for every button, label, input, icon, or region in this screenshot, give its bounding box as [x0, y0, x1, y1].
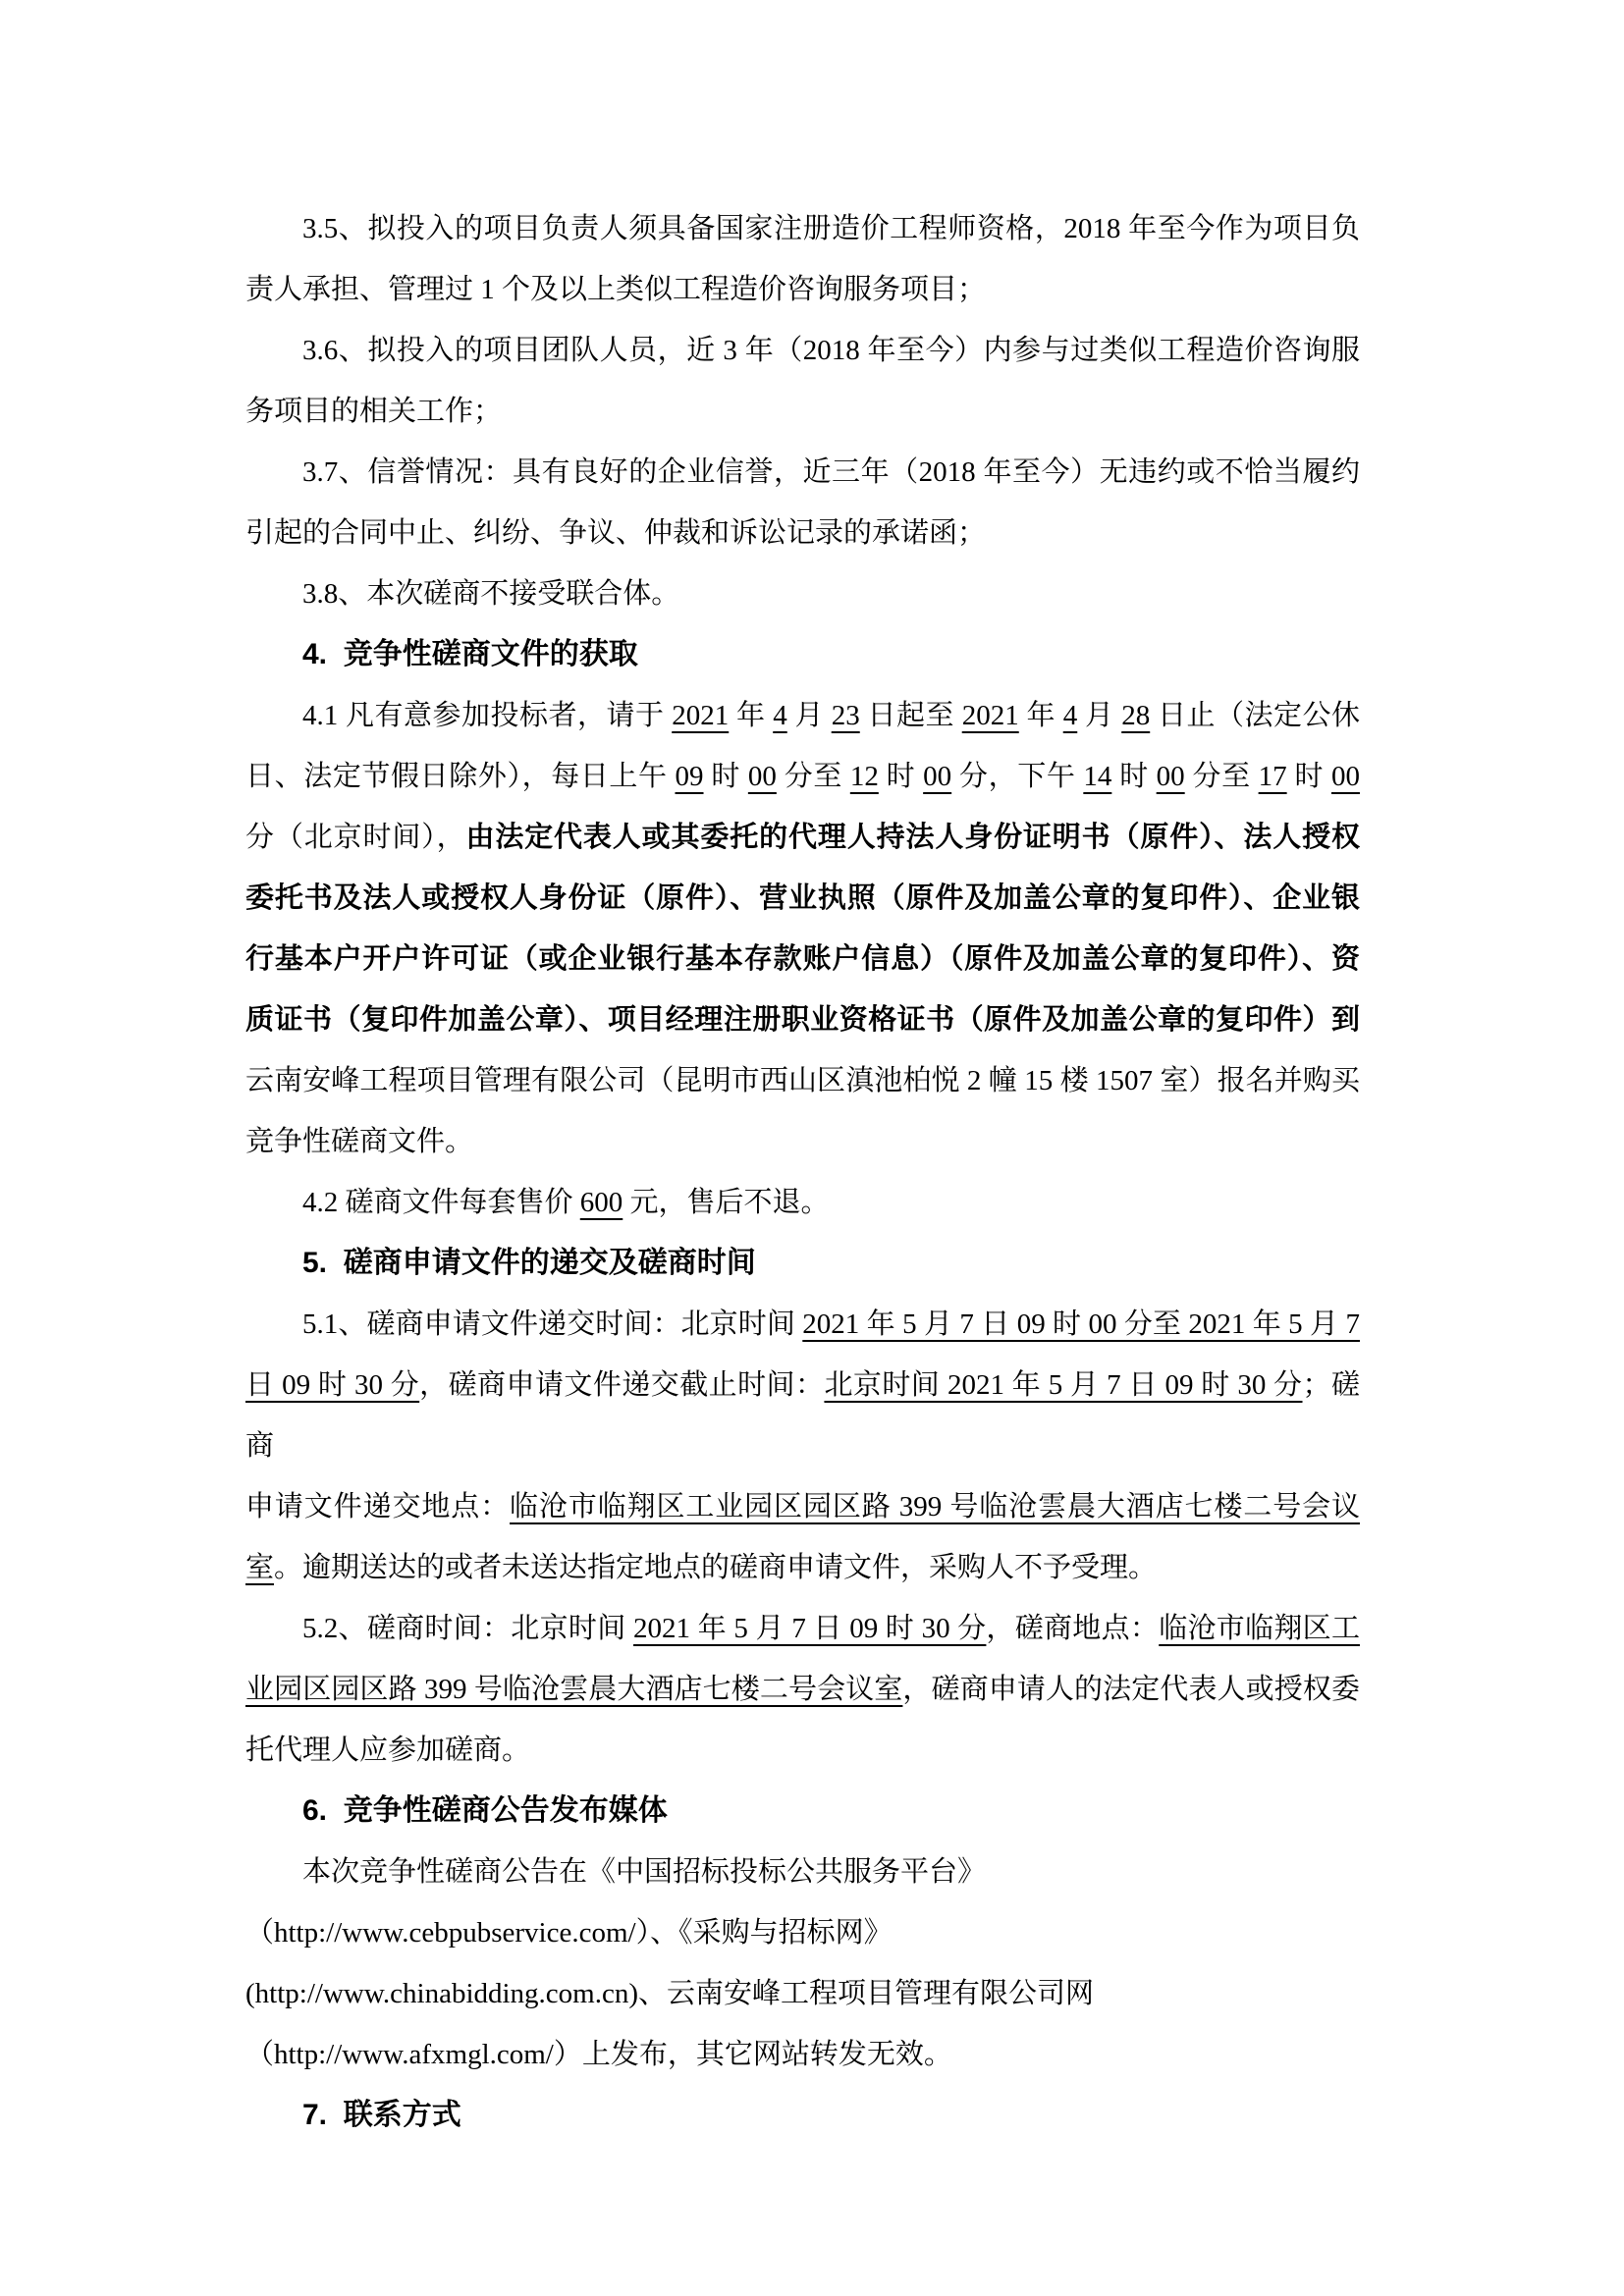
paragraph-4-1 [245, 685, 1360, 1172]
underlined-text-run: 00 [923, 761, 952, 792]
underlined-text-run: 600 [579, 1187, 623, 1218]
text-run: 。逾期送达的或者未送达指定地点的磋商申请文件，采购人不予受理。 [274, 1552, 1158, 1583]
text-line [245, 1902, 1360, 1963]
text-run: （http://www.cebpubservice.com/）、《采购与招标网》 [245, 1917, 893, 1949]
underlined-text-run: 00 [747, 761, 777, 792]
text-run: 6. 竞争性磋商公告发布媒体 [302, 1794, 668, 1827]
text-line [245, 624, 1360, 685]
text-line [245, 746, 1360, 807]
underlined-text-run: 14 [1083, 761, 1112, 792]
underlined-text-run: 23 [831, 700, 860, 731]
underlined-text-run: 4 [1062, 700, 1078, 731]
paragraph-3-8 [245, 563, 1360, 624]
text-run: （http://www.afxmgl.com/）上发布，其它网站转发无效。 [245, 2039, 952, 2070]
underlined-text-run: 北京时间 2021 年 5 月 7 日 09 时 30 分 [824, 1369, 1303, 1401]
text-run: 3.6、拟投入的项目团队人员，近 3 年（2018 年至今）内参与过类似工程造价咨询服 [302, 335, 1360, 366]
text-run: 5. 磋商申请文件的递交及磋商时间 [302, 1247, 756, 1279]
text-line [245, 868, 1360, 929]
paragraph-3-6 [245, 320, 1360, 442]
text-run: 日止（法定公休 [1150, 700, 1360, 731]
text-run: 时 [703, 761, 748, 792]
text-line [245, 929, 1360, 989]
text-run: 时 [1286, 761, 1331, 792]
document-body [245, 198, 1360, 2146]
text-line [245, 807, 1360, 868]
paragraph-3-5 [245, 198, 1360, 320]
text-run: 元，售后不退。 [623, 1187, 830, 1218]
text-run: 务项目的相关工作； [245, 396, 503, 427]
text-line [245, 381, 1360, 442]
paragraph-5-2 [245, 1598, 1360, 1781]
text-line [245, 1781, 1360, 1842]
text-line [245, 1476, 1360, 1537]
text-line [245, 1720, 1360, 1781]
paragraph-4-2 [245, 1172, 1360, 1233]
underlined-text-run: 2021 年 5 月 7 日 09 时 30 分 [633, 1613, 987, 1644]
text-run: 时 [878, 761, 924, 792]
underlined-text-run: 12 [849, 761, 879, 792]
text-line [245, 320, 1360, 381]
text-run: 年 [1018, 700, 1063, 731]
text-run: (http://www.chinabidding.com.cn)、云南安峰工程项目管理有限公司网 [245, 1978, 1095, 2009]
text-run: 4.1 凡有意参加投标者，请于 [302, 700, 673, 731]
text-run: ，磋商申请人的法定代表人或授权委 [902, 1674, 1360, 1705]
text-run: 分至 [1184, 761, 1259, 792]
heading-4 [245, 624, 1360, 685]
text-run: 年 [729, 700, 774, 731]
text-line [245, 2024, 1360, 2085]
paragraph-3-7 [245, 442, 1360, 563]
text-run: ；磋商 [245, 1369, 1360, 1462]
text-run: 分，下午 [951, 761, 1084, 792]
text-run: 日、法定节假日除外），每日上午 [245, 761, 676, 792]
heading-7 [245, 2085, 1360, 2146]
text-run: 时 [1111, 761, 1157, 792]
text-run: 3.7、信誉情况：具有良好的企业信誉，近三年（2018 年至今）无违约或不恰当履约 [302, 456, 1360, 488]
heading-6 [245, 1781, 1360, 1842]
paragraph-6-body [245, 1842, 1360, 2085]
text-line [245, 1294, 1360, 1355]
text-line [245, 1598, 1360, 1659]
paragraph-5-1 [245, 1294, 1360, 1598]
text-line [245, 1050, 1360, 1111]
text-run: 分（北京时间）， [245, 822, 466, 853]
bold-text-run: 委托书及法人或授权人身份证（原件）、营业执照（原件及加盖公章的复印件）、企业银 [245, 882, 1360, 914]
text-run: ，磋商地点： [986, 1613, 1160, 1644]
underlined-text-run: 00 [1330, 761, 1360, 792]
text-line [245, 989, 1360, 1050]
underlined-text-run: 2021 [961, 700, 1019, 731]
text-run: 本次竞争性磋商公告在《中国招标投标公共服务平台》 [302, 1856, 987, 1888]
underlined-text-run: 28 [1121, 700, 1151, 731]
text-run: 4.2 磋商文件每套售价 [302, 1187, 580, 1218]
underlined-text-run: 临沧市临翔区工业园区园区路 399 号临沧雲晨大酒店七楼二号会议 [510, 1491, 1360, 1522]
text-run: 月 [1077, 700, 1122, 731]
text-line [245, 198, 1360, 259]
underlined-text-run: 4 [773, 700, 787, 731]
text-run: 责人承担、管理过 1 个及以上类似工程造价咨询服务项目； [245, 274, 987, 305]
text-line [245, 259, 1360, 320]
bold-text-run: 质证书（复印件加盖公章）、项目经理注册职业资格证书（原件及加盖公章的复印件）到 [245, 1004, 1360, 1036]
underlined-text-run: 17 [1258, 761, 1287, 792]
bold-text-run: 行基本户开户许可证（或企业银行基本存款账户信息）（原件及加盖公章的复印件）、资 [245, 943, 1360, 975]
text-run: 3.8、本次磋商不接受联合体。 [302, 578, 680, 610]
text-line [245, 1659, 1360, 1720]
text-run: 3.5、拟投入的项目负责人须具备国家注册造价工程师资格，2018 年至今作为项目负 [302, 213, 1360, 244]
text-run: 托代理人应参加磋商。 [245, 1735, 531, 1766]
text-run: 4. 竞争性磋商文件的获取 [302, 638, 638, 670]
underlined-text-run: 室 [245, 1552, 275, 1583]
underlined-text-run: 业园区园区路 399 号临沧雲晨大酒店七楼二号会议室 [245, 1674, 903, 1705]
underlined-text-run: 日 09 时 30 分 [245, 1369, 420, 1401]
text-line [245, 1233, 1360, 1294]
text-line [245, 1355, 1360, 1476]
text-run: 日起至 [859, 700, 962, 731]
text-line [245, 2085, 1360, 2146]
underlined-text-run: 2021 [672, 700, 730, 731]
text-run: 7. 联系方式 [302, 2099, 461, 2131]
bold-text-run: 由法定代表人或其委托的代理人持法人身份证明书（原件）、法人授权 [465, 822, 1360, 853]
text-run: 竞争性磋商文件。 [245, 1126, 474, 1157]
text-line [245, 503, 1360, 563]
text-run: 5.1、磋商申请文件递交时间：北京时间 [302, 1308, 803, 1340]
text-line [245, 1537, 1360, 1598]
text-line [245, 563, 1360, 624]
underlined-text-run: 00 [1156, 761, 1185, 792]
text-run: 云南安峰工程项目管理有限公司（昆明市西山区滇池柏悦 2 幢 15 楼 1507 室）报名并购买 [245, 1065, 1360, 1096]
underlined-text-run: 09 [675, 761, 704, 792]
text-line [245, 442, 1360, 503]
text-run: 5.2、磋商时间：北京时间 [302, 1613, 634, 1644]
underlined-text-run: 临沧市临翔区工 [1159, 1613, 1360, 1644]
underlined-text-run: 2021 年 5 月 7 日 09 时 00 分至 2021 年 5 月 7 [802, 1308, 1360, 1340]
text-line [245, 1172, 1360, 1233]
text-run: 分至 [776, 761, 850, 792]
text-line [245, 685, 1360, 746]
text-run: 月 [786, 700, 832, 731]
heading-5 [245, 1233, 1360, 1294]
text-line [245, 1842, 1360, 1902]
text-line [245, 1111, 1360, 1172]
text-run: 引起的合同中止、纠纷、争议、仲裁和诉讼记录的承诺函； [245, 517, 987, 549]
text-run: ，磋商申请文件递交截止时间： [419, 1369, 825, 1401]
text-line [245, 1963, 1360, 2024]
text-run: 申请文件递交地点： [245, 1491, 511, 1522]
